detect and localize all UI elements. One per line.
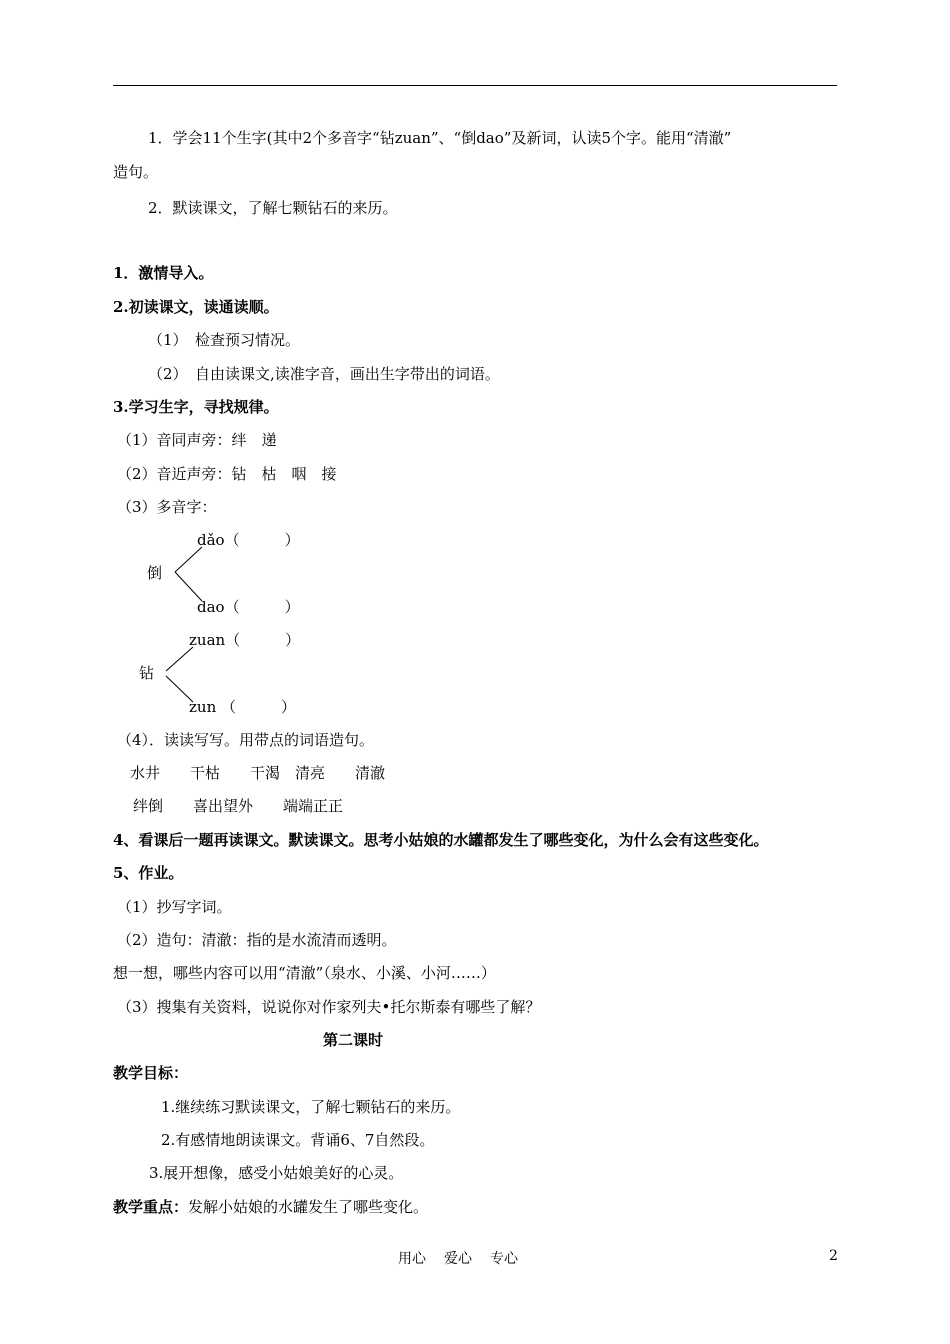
footer-word-1: 用心 [398, 1251, 426, 1267]
step-3-item-4: （4）．读读写写。用带点的词语造句。 [117, 731, 375, 749]
step-5-item-2: （2）造句：清澈：指的是水流清而透明。 [117, 931, 397, 949]
poly-zuan-reading-1: zuan（ ） [189, 631, 301, 649]
objective-1: 1．学会11个生字(其中2个多音字“钻zuan”、“倒dao”及新词，认读5个字。能用“清澈” [148, 129, 732, 147]
step-3-item-3: （3）多音字： [117, 498, 217, 516]
poly-dao-reading-1: dǎo（ ） [197, 531, 300, 549]
step-2-item-2: （2） 自由读课文,读准字音，画出生字带出的词语。 [148, 365, 500, 383]
lesson-2-focus-label: 教学重点： [113, 1198, 189, 1216]
step-3-item-2: （2）音近声旁：钻 枯 咽 接 [117, 465, 337, 483]
step-5: 5、作业。 [113, 864, 184, 882]
step-3: 3.学习生字，寻找规律。 [113, 398, 279, 416]
lesson-2-focus-text: 发解小姑娘的水罐发生了哪些变化。 [188, 1198, 429, 1216]
objective-2: 2．默读课文，了解七颗钻石的来历。 [148, 199, 398, 217]
objective-1-cont: 造句。 [113, 163, 159, 181]
step-5-item-3: （3）搜集有关资料，说说你对作家列夫•托尔斯泰有哪些了解？ [117, 998, 541, 1016]
lesson-2-focus [113, 1197, 428, 1217]
step-3-item-1: （1）音同声旁：绊 递 [117, 431, 277, 449]
lesson-2-goal-1: 1.继续练习默读课文，了解七颗钻石的来历。 [161, 1098, 461, 1116]
step-1: 1．激情导入。 [113, 264, 214, 282]
word-list-1: 水井 干枯 干渴 清亮 清澈 [130, 764, 386, 782]
step-2: 2.初读课文，读通读顺。 [113, 298, 279, 316]
lesson-2-goal-2: 2.有感情地朗读课文。背诵6、7自然段。 [161, 1131, 435, 1149]
footer-word-3: 专心 [490, 1251, 518, 1267]
step-5-think: 想一想，哪些内容可以用“清澈”（泉水、小溪、小河……） [113, 964, 496, 982]
lesson-2-goals-label: 教学目标： [113, 1064, 189, 1082]
poly-zuan-char: 钻 [139, 664, 155, 682]
word-list-2: 绊倒 喜出望外 端端正正 [133, 797, 344, 815]
poly-dao-reading-2: dao（ ） [197, 598, 300, 616]
step-4: 4、看课后一题再读课文。默读课文。思考小姑娘的水罐都发生了哪些变化，为什么会有这些变化。 [113, 831, 769, 849]
lesson-2-title: 第二课时 [323, 1031, 384, 1049]
poly-dao-char: 倒 [147, 564, 163, 582]
step-2-item-1: （1） 检查预习情况。 [148, 331, 301, 349]
step-5-item-1: （1）抄写字词。 [117, 898, 232, 916]
page-footer [398, 1248, 536, 1268]
poly-zuan-reading-2: zun （ ） [189, 698, 296, 716]
footer-word-2: 爱心 [444, 1251, 472, 1267]
page-number: 2 [829, 1248, 838, 1264]
lesson-2-goal-3: 3.展开想像，感受小姑娘美好的心灵。 [149, 1164, 404, 1182]
